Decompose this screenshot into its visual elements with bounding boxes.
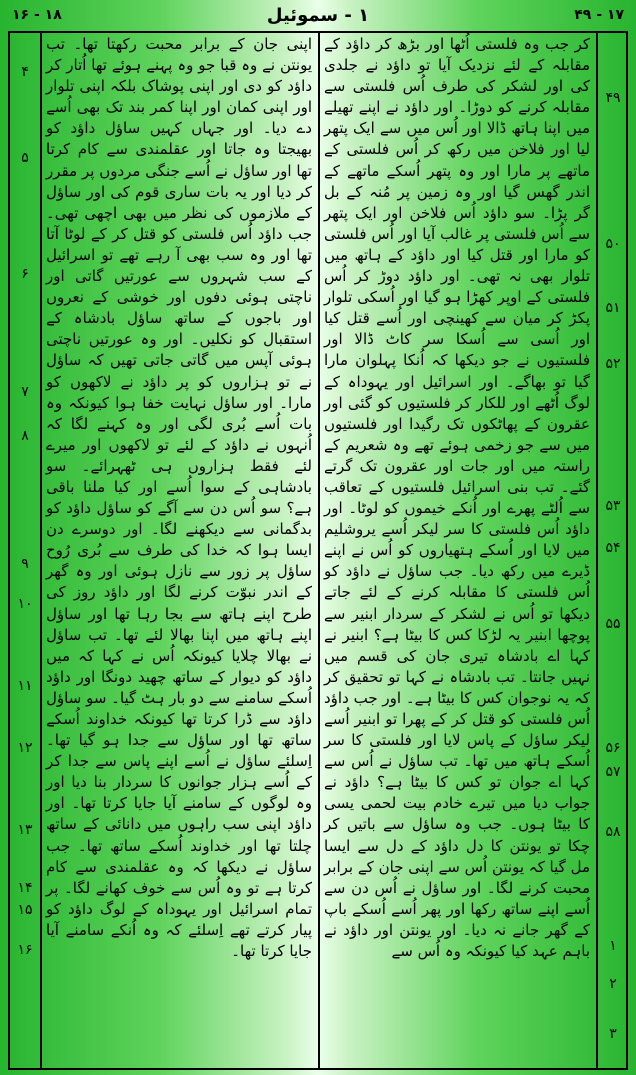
verse-number: ۹ [21,556,29,572]
left-text-column [46,34,312,1066]
verse-number: ۵ [21,150,29,166]
verse-number: ۷ [21,384,29,400]
verse-number: ۴ [21,64,29,80]
verse-number: ۳ [609,1026,617,1042]
column-rule-center [318,31,320,1070]
verse-number: ۲ [609,976,617,992]
verse-number: ۵۱ [605,300,621,316]
verse-number: ۵۴ [605,540,621,556]
page-header [0,0,636,30]
verse-number: ۵۳ [605,498,621,514]
verse-number: ۱۳ [17,822,33,838]
verse-number: ۵۵ [605,616,621,632]
header-reference-right: ۱۷ - ۴۹ [574,7,624,23]
verse-number: ۶ [21,266,29,282]
verse-number: ۱۱ [17,678,33,694]
right-verse-numbers [598,36,628,1066]
page-title: ۱ - سموئیل [266,4,370,26]
column-rule-left-margin [40,31,42,1070]
verse-number: ۱۵ [17,902,33,918]
verse-number: ۱۲ [17,740,33,756]
verse-number: ۵۲ [605,356,621,372]
verse-number: ۴۹ [605,90,621,106]
left-column-text: اپنی جان کے برابر محبت رکھتا تھا۔ تب یونتن نے وہ قبا جو وہ پہنے ہوئے تھا اُتار کر داؤد کو دی اور اپنی پوشاک بلکہ اپنی تلوار اور اپنی کمان اور اپنا کمر بند تک بھی اُسے دے دیا۔ اور جہاں کہیں ساؤل داؤد کو بھیجتا وہ جاتا اور عقلمندی سے کام کرتا تھا اور ساؤل نے اُسے جنگی مردوں پر مقرر کر دیا اور یہ بات ساری قوم کی اور ساؤل کے ملازموں کی نظر میں بھی اچھی تھی۔ جب داؤد اُس فلستی کو قتل کر کے لوٹا آتا تھا اور وہ سب بھی آ رہے تھے تو اسرائیل کے سب شہروں سے عورتیں گاتی اور ناچتی ہوئی دفوں اور خوشی کے نعروں اور باجوں کے ساتھ ساؤل بادشاہ کے استقبال کو نکلیں۔ اور وہ عورتیں ناچتی ہوئی آپس میں گاتی جاتی تھیں کہ ساؤل نے تو ہزاروں کو پر داؤد نے لاکھوں کو مارا۔ اور ساؤل نہایت خفا ہوا کیونکہ وہ بات اُسے بُری لگی اور وہ کہنے لگا کہ اُنہوں نے داؤد کے لئے تو لاکھوں اور میرے لئے فقط ہزاروں ہی ٹھہرائے۔ سو بادشاہی کے سوا اُسے اور کیا ملنا باقی ہے؟ سو اُس دن سے آگے کو ساؤل داؤد کو بدگمانی سے دیکھنے لگا۔ اور دوسرے دن ایسا ہوا کہ خدا کی طرف سے بُری رُوح ساؤل پر زور سے نازل ہوئی اور وہ گھر کے اندر نبوّت کرنے لگا اور داؤد روز کی طرح اپنے ہاتھ سے بجا رہا تھا اور ساؤل اپنے ہاتھ میں اپنا بھالا لئے تھا۔ تب ساؤل نے بھالا چلایا کیونکہ اُس نے کہا کہ میں داؤد کو دیوار کے ساتھ چھید دونگا اور داؤد اُسکے سامنے سے دو بار ہٹ گیا۔ سو ساؤل داؤد سے ڈرا کرتا تھا کیونکہ خداوند اُسکے ساتھ تھا اور ساؤل سے جدا ہو گیا تھا۔ اِسلئے ساؤل نے اُسے اپنے پاس سے جدا کر کے اُسے ہزار جوانوں کا سردار بنا دیا اور وہ لوگوں کے سامنے آیا جایا کرتا تھا۔ اور داؤد اپنی سب راہوں میں دانائی کے ساتھ چلتا تھا اور خداوند اُسکے ساتھ تھا۔ جب ساؤل نے دیکھا کہ وہ عقلمندی سے کام کرتا ہے تو وہ اُس سے خوف کھانے لگا۔ پر تمام اسرائیل اور یہوداہ کے لوگ داؤد کو پیار کرتے تھے اِسلئے کہ وہ اُنکے سامنے آیا جایا کرتا تھا۔ [46,35,312,961]
verse-number: ۱۰ [17,596,33,612]
right-column-text: کر جب وہ فلستی اُٹھا اور بڑھ کر داؤد کے مقابلہ کے لئے نزدیک آیا تو داؤد نے جلدی کی اور لشکر کی طرف اُس فلستی سے مقابلہ کرنے کو دوڑا۔ اور داؤد نے اپنے تھیلے میں اپنا ہاتھ ڈالا اور اُس میں سے ایک پتھر لیا اور فلاخن میں رکھ کر اُس فلستی کے ماتھے پر مارا اور وہ پتھر اُسکے ماتھے کے اندر گھس گیا اور وہ زمین پر مُنہ کے بل گر پڑا۔ سو داؤد اُس فلاخن اور ایک پتھر سے اُس فلستی پر غالب آیا اور اُس فلستی کو مارا اور قتل کیا اور داؤد کے ہاتھ میں تلوار بھی نہ تھی۔ اور داؤد دوڑ کر اُس فلستی کے اوپر کھڑا ہو گیا اور اُسکی تلوار پکڑ کر میان سے کھینچی اور اُسے قتل کیا اور اُسی سے اُسکا سر کاٹ ڈالا اور فلستیوں نے جو دیکھا کہ اُنکا پہلوان مارا گیا تو بھاگے۔ اور اسرائیل اور یہوداہ کے لوگ اُٹھے اور للکار کر فلستیوں کو گئی اور عقرون کے پھاٹکوں تک رگیدا اور فلستیوں میں سے جو زخمی ہوئے تھے وہ شعریم کے راستہ میں اور جات اور عقرون تک گرتے گئے۔ تب بنی اسرائیل فلستیوں کے تعاقب سے اُلٹے پھرے اور اُنکے خیموں کو لوٹا۔ اور داؤد اُس فلستی کا سر لیکر اُسے یروشلیم میں لایا اور اُسکے ہتھیاروں کو اُس نے اپنے ڈیرے میں رکھ دیا۔ جب ساؤل نے داؤد کو اُس فلستی کا مقابلہ کرنے کے لئے جاتے دیکھا تو اُس نے لشکر کے سردار ابنیر سے پوچھا ابنیر یہ لڑکا کس کا بیٹا ہے؟ ابنیر نے کہا اے بادشاہ تیری جان کی قسم میں نہیں جانتا۔ تب بادشاہ نے کہا تو تحقیق کر کہ یہ نوجوان کس کا بیٹا ہے۔ اور جب داؤد اُس فلستی کو قتل کر کے پھرا تو ابنیر اُسے لیکر ساؤل کے پاس لایا اور فلستی کا سر اُسکے ہاتھ میں تھا۔ تب ساؤل نے اُس سے کہا اے جوان تو کس کا بیٹا ہے؟ داؤد نے جواب دیا میں تیرے خادم بیت لحمی یسی کا بیٹا ہوں۔ جب وہ ساؤل سے باتیں کر چکا تو یونتن کا دل داؤد کے دل سے ایسا مل گیا کہ یونتن اُس سے اپنی جان کے برابر محبت کرنے لگا۔ اور ساؤل نے اُس دن سے اُسے اپنے ساتھ رکھا اور پھر اُسے اُسکے باپ کے گھر جانے نہ دیا۔ اور یونتن اور داؤد نے باہم عہد کیا کیونکہ وہ اُس سے [324,35,590,961]
left-verse-numbers [10,36,40,1066]
right-text-column [324,34,590,1066]
verse-number: ۸ [21,428,29,444]
header-reference-left: ۱۸ - ۱۶ [12,7,62,23]
verse-number: ۱۶ [17,942,33,958]
verse-number: ۱۴ [17,880,33,896]
verse-number: ۵۶ [605,740,621,756]
verse-number: ۵۰ [605,236,621,252]
verse-number: ۵۸ [605,824,621,840]
verse-number: ۱ [609,938,617,954]
verse-number: ۵۷ [605,764,621,780]
